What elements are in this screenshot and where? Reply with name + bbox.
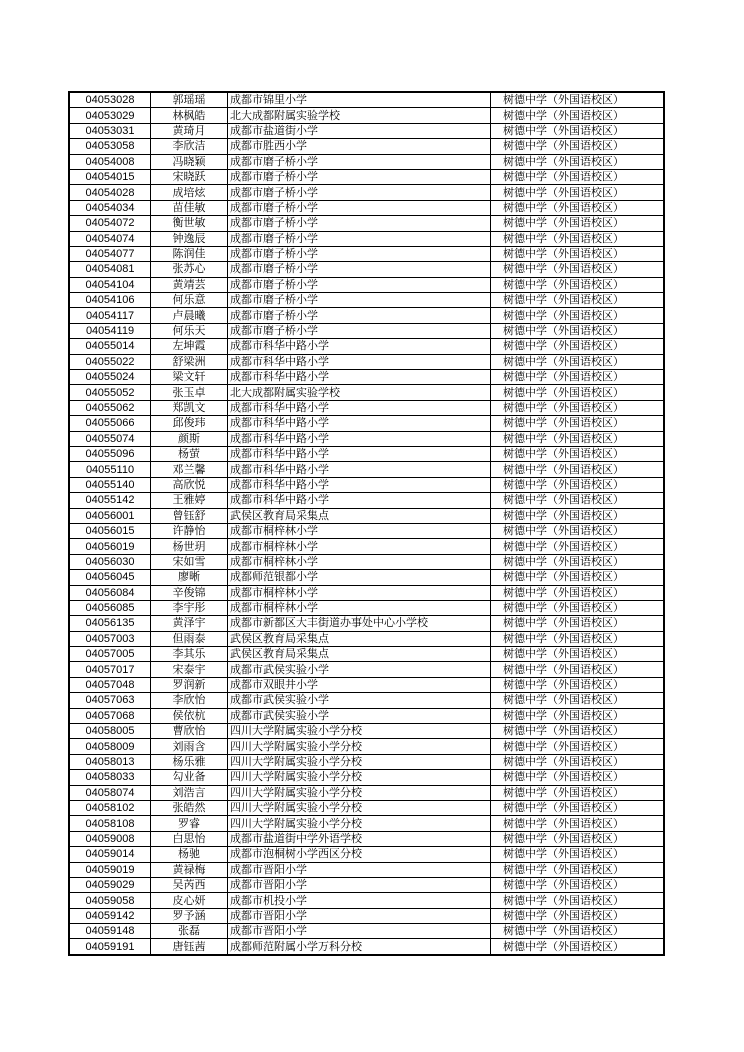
student-id-cell: 04057048 (69, 677, 151, 692)
table-row (69, 462, 664, 477)
admitted-school-cell: 树德中学（外国语校区） (491, 770, 665, 785)
primary-school-cell: 四川大学附属实验小学分校 (228, 754, 491, 769)
student-id-cell: 04054077 (69, 246, 151, 261)
primary-school-cell: 成都市磨子桥小学 (228, 154, 491, 169)
primary-school-cell: 成都市武侯实验小学 (228, 662, 491, 677)
student-id-cell: 04055024 (69, 370, 151, 385)
student-name-cell: 吴芮西 (151, 877, 228, 892)
table-row (69, 647, 664, 662)
student-name-cell: 邓兰馨 (151, 462, 228, 477)
student-id-cell: 04058074 (69, 785, 151, 800)
student-id-cell: 04056001 (69, 508, 151, 523)
table-row (69, 631, 664, 646)
student-name-cell: 曹欣怡 (151, 724, 228, 739)
primary-school-cell: 成都市新都区大丰街道办事处中心小学校 (228, 616, 491, 631)
student-id-cell: 04057068 (69, 708, 151, 723)
student-id-cell: 04056019 (69, 539, 151, 554)
primary-school-cell: 成都市武侯实验小学 (228, 708, 491, 723)
table-row (69, 262, 664, 277)
admitted-school-cell: 树德中学（外国语校区） (491, 600, 665, 615)
student-id-cell: 04057063 (69, 693, 151, 708)
table-row (69, 693, 664, 708)
primary-school-cell: 成都市磨子桥小学 (228, 262, 491, 277)
admitted-school-cell: 树德中学（外国语校区） (491, 493, 665, 508)
admitted-school-cell: 树德中学（外国语校区） (491, 570, 665, 585)
student-name-cell: 许静怡 (151, 523, 228, 538)
student-id-cell: 04057017 (69, 662, 151, 677)
admitted-school-cell: 树德中学（外国语校区） (491, 370, 665, 385)
student-id-cell: 04056135 (69, 616, 151, 631)
primary-school-cell: 成都市磨子桥小学 (228, 308, 491, 323)
admitted-school-cell: 树德中学（外国语校区） (491, 385, 665, 400)
table-row (69, 831, 664, 846)
student-id-cell: 04054072 (69, 216, 151, 231)
student-name-cell: 郑凯文 (151, 400, 228, 415)
admitted-school-cell: 树德中学（外国语校区） (491, 831, 665, 846)
admitted-school-cell: 树德中学（外国语校区） (491, 477, 665, 492)
primary-school-cell: 成都市机投小学 (228, 893, 491, 908)
primary-school-cell: 成都市科华中路小学 (228, 400, 491, 415)
table-row (69, 308, 664, 323)
student-name-cell: 林枫皓 (151, 108, 228, 123)
admission-table (68, 91, 665, 956)
student-id-cell: 04055062 (69, 400, 151, 415)
admitted-school-cell: 树德中学（外国语校区） (491, 631, 665, 646)
primary-school-cell: 成都市双眼井小学 (228, 677, 491, 692)
table-row (69, 539, 664, 554)
admitted-school-cell: 树德中学（外国语校区） (491, 616, 665, 631)
primary-school-cell: 武侯区教育局采集点 (228, 631, 491, 646)
table-row (69, 616, 664, 631)
student-name-cell: 张苏心 (151, 262, 228, 277)
student-name-cell: 黄泽宇 (151, 616, 228, 631)
table-row (69, 523, 664, 538)
admitted-school-cell: 树德中学（外国语校区） (491, 662, 665, 677)
table-row (69, 862, 664, 877)
student-name-cell: 梁文轩 (151, 370, 228, 385)
student-name-cell: 刘雨含 (151, 739, 228, 754)
primary-school-cell: 成都市晋阳小学 (228, 908, 491, 923)
student-id-cell: 04055074 (69, 431, 151, 446)
student-id-cell: 04056015 (69, 523, 151, 538)
student-id-cell: 04056045 (69, 570, 151, 585)
primary-school-cell: 武侯区教育局采集点 (228, 647, 491, 662)
primary-school-cell: 成都市磨子桥小学 (228, 323, 491, 338)
table-row (69, 385, 664, 400)
admitted-school-cell: 树德中学（外国语校区） (491, 185, 665, 200)
student-id-cell: 04055140 (69, 477, 151, 492)
table-row (69, 216, 664, 231)
student-name-cell: 杨世玥 (151, 539, 228, 554)
table-row (69, 724, 664, 739)
student-id-cell: 04055022 (69, 354, 151, 369)
student-id-cell: 04054117 (69, 308, 151, 323)
table-row (69, 92, 664, 108)
admitted-school-cell: 树德中学（外国语校区） (491, 293, 665, 308)
primary-school-cell: 成都市锦里小学 (228, 92, 491, 108)
table-row (69, 431, 664, 446)
table-row (69, 323, 664, 338)
student-name-cell: 罗润新 (151, 677, 228, 692)
admitted-school-cell: 树德中学（外国语校区） (491, 400, 665, 415)
primary-school-cell: 成都市磨子桥小学 (228, 246, 491, 261)
student-name-cell: 曾钰舒 (151, 508, 228, 523)
table-row (69, 600, 664, 615)
admitted-school-cell: 树德中学（外国语校区） (491, 785, 665, 800)
student-name-cell: 宋泰宇 (151, 662, 228, 677)
admitted-school-cell: 树德中学（外国语校区） (491, 523, 665, 538)
primary-school-cell: 成都市桐梓林小学 (228, 523, 491, 538)
table-row (69, 416, 664, 431)
admitted-school-cell: 树德中学（外国语校区） (491, 123, 665, 138)
admitted-school-cell: 树德中学（外国语校区） (491, 200, 665, 215)
primary-school-cell: 成都市晋阳小学 (228, 877, 491, 892)
primary-school-cell: 成都市晋阳小学 (228, 924, 491, 939)
table-row (69, 924, 664, 939)
admitted-school-cell: 树德中学（外国语校区） (491, 416, 665, 431)
student-name-cell: 宋如雪 (151, 554, 228, 569)
student-id-cell: 04059142 (69, 908, 151, 923)
primary-school-cell: 四川大学附属实验小学分校 (228, 816, 491, 831)
primary-school-cell: 成都市科华中路小学 (228, 339, 491, 354)
primary-school-cell: 四川大学附属实验小学分校 (228, 739, 491, 754)
student-id-cell: 04057003 (69, 631, 151, 646)
student-id-cell: 04056084 (69, 585, 151, 600)
admitted-school-cell: 树德中学（外国语校区） (491, 893, 665, 908)
student-name-cell: 卢晨曦 (151, 308, 228, 323)
table-row (69, 770, 664, 785)
primary-school-cell: 成都师范银都小学 (228, 570, 491, 585)
student-name-cell: 勾业备 (151, 770, 228, 785)
primary-school-cell: 成都市磨子桥小学 (228, 200, 491, 215)
primary-school-cell: 成都市磨子桥小学 (228, 277, 491, 292)
student-name-cell: 左坤霞 (151, 339, 228, 354)
admitted-school-cell: 树德中学（外国语校区） (491, 108, 665, 123)
student-name-cell: 张玉卓 (151, 385, 228, 400)
student-name-cell: 黄禄梅 (151, 862, 228, 877)
student-name-cell: 皮心妍 (151, 893, 228, 908)
table-row (69, 570, 664, 585)
admitted-school-cell: 树德中学（外国语校区） (491, 800, 665, 815)
table-row (69, 893, 664, 908)
primary-school-cell: 成都市科华中路小学 (228, 477, 491, 492)
admitted-school-cell: 树德中学（外国语校区） (491, 139, 665, 154)
student-id-cell: 04053029 (69, 108, 151, 123)
primary-school-cell: 成都市科华中路小学 (228, 354, 491, 369)
admitted-school-cell: 树德中学（外国语校区） (491, 708, 665, 723)
primary-school-cell: 成都市盐道街小学 (228, 123, 491, 138)
primary-school-cell: 成都市磨子桥小学 (228, 185, 491, 200)
student-id-cell: 04055052 (69, 385, 151, 400)
student-id-cell: 04059058 (69, 893, 151, 908)
table-row (69, 123, 664, 138)
student-id-cell: 04054104 (69, 277, 151, 292)
student-name-cell: 李其乐 (151, 647, 228, 662)
primary-school-cell: 成都市科华中路小学 (228, 370, 491, 385)
student-name-cell: 陈润佳 (151, 246, 228, 261)
student-id-cell: 04058005 (69, 724, 151, 739)
student-name-cell: 钟逸辰 (151, 231, 228, 246)
admitted-school-cell: 树德中学（外国语校区） (491, 754, 665, 769)
student-name-cell: 颜斯 (151, 431, 228, 446)
admitted-school-cell: 树德中学（外国语校区） (491, 647, 665, 662)
student-id-cell: 04059029 (69, 877, 151, 892)
primary-school-cell: 成都市胜西小学 (228, 139, 491, 154)
admitted-school-cell: 树德中学（外国语校区） (491, 539, 665, 554)
table-row (69, 493, 664, 508)
table-row (69, 908, 664, 923)
table-row (69, 662, 664, 677)
admitted-school-cell: 树德中学（外国语校区） (491, 154, 665, 169)
student-name-cell: 张磊 (151, 924, 228, 939)
student-name-cell: 黄琦月 (151, 123, 228, 138)
admission-table-body (69, 92, 664, 955)
admitted-school-cell: 树德中学（外国语校区） (491, 693, 665, 708)
student-name-cell: 高欣悦 (151, 477, 228, 492)
student-id-cell: 04058009 (69, 739, 151, 754)
table-row (69, 754, 664, 769)
table-row (69, 246, 664, 261)
student-name-cell: 何乐天 (151, 323, 228, 338)
table-row (69, 800, 664, 815)
student-name-cell: 张皓然 (151, 800, 228, 815)
student-id-cell: 04054081 (69, 262, 151, 277)
primary-school-cell: 成都师范附属小学万科分校 (228, 939, 491, 955)
student-id-cell: 04059008 (69, 831, 151, 846)
student-id-cell: 04054034 (69, 200, 151, 215)
student-name-cell: 杨乐雅 (151, 754, 228, 769)
admitted-school-cell: 树德中学（外国语校区） (491, 939, 665, 955)
admitted-school-cell: 树德中学（外国语校区） (491, 216, 665, 231)
admitted-school-cell: 树德中学（外国语校区） (491, 724, 665, 739)
primary-school-cell: 成都市桐梓林小学 (228, 554, 491, 569)
student-name-cell: 杨萤 (151, 446, 228, 461)
student-name-cell: 罗睿 (151, 816, 228, 831)
student-name-cell: 成培炫 (151, 185, 228, 200)
student-id-cell: 04059019 (69, 862, 151, 877)
admitted-school-cell: 树德中学（外国语校区） (491, 92, 665, 108)
admitted-school-cell: 树德中学（外国语校区） (491, 431, 665, 446)
student-name-cell: 辛俊锦 (151, 585, 228, 600)
student-name-cell: 杨驰 (151, 847, 228, 862)
primary-school-cell: 成都市桐梓林小学 (228, 600, 491, 615)
student-id-cell: 04055066 (69, 416, 151, 431)
primary-school-cell: 成都市科华中路小学 (228, 493, 491, 508)
table-row (69, 400, 664, 415)
student-name-cell: 李欣洁 (151, 139, 228, 154)
student-name-cell: 廖晰 (151, 570, 228, 585)
table-row (69, 939, 664, 955)
student-id-cell: 04054008 (69, 154, 151, 169)
student-id-cell: 04055096 (69, 446, 151, 461)
admitted-school-cell: 树德中学（外国语校区） (491, 908, 665, 923)
student-name-cell: 邱俊玮 (151, 416, 228, 431)
table-row (69, 277, 664, 292)
student-id-cell: 04055014 (69, 339, 151, 354)
admitted-school-cell: 树德中学（外国语校区） (491, 585, 665, 600)
student-name-cell: 刘浩言 (151, 785, 228, 800)
student-id-cell: 04054028 (69, 185, 151, 200)
student-id-cell: 04057005 (69, 647, 151, 662)
table-row (69, 139, 664, 154)
student-id-cell: 04055110 (69, 462, 151, 477)
primary-school-cell: 成都市武侯实验小学 (228, 693, 491, 708)
primary-school-cell: 成都市科华中路小学 (228, 446, 491, 461)
student-id-cell: 04054119 (69, 323, 151, 338)
table-row (69, 847, 664, 862)
student-name-cell: 舒梁洲 (151, 354, 228, 369)
admitted-school-cell: 树德中学（外国语校区） (491, 446, 665, 461)
primary-school-cell: 成都市磨子桥小学 (228, 216, 491, 231)
student-name-cell: 宋晓跃 (151, 169, 228, 184)
student-id-cell: 04058102 (69, 800, 151, 815)
admitted-school-cell: 树德中学（外国语校区） (491, 323, 665, 338)
student-id-cell: 04056030 (69, 554, 151, 569)
student-id-cell: 04055142 (69, 493, 151, 508)
student-id-cell: 04054015 (69, 169, 151, 184)
admitted-school-cell: 树德中学（外国语校区） (491, 739, 665, 754)
student-name-cell: 冯晓颖 (151, 154, 228, 169)
student-name-cell: 黄靖芸 (151, 277, 228, 292)
student-id-cell: 04058108 (69, 816, 151, 831)
student-name-cell: 罗予涵 (151, 908, 228, 923)
student-id-cell: 04054074 (69, 231, 151, 246)
primary-school-cell: 成都市晋阳小学 (228, 862, 491, 877)
admitted-school-cell: 树德中学（外国语校区） (491, 877, 665, 892)
table-row (69, 200, 664, 215)
admitted-school-cell: 树德中学（外国语校区） (491, 677, 665, 692)
table-row (69, 354, 664, 369)
table-row (69, 108, 664, 123)
admitted-school-cell: 树德中学（外国语校区） (491, 816, 665, 831)
table-row (69, 877, 664, 892)
primary-school-cell: 成都市泡桐树小学西区分校 (228, 847, 491, 862)
primary-school-cell: 武侯区教育局采集点 (228, 508, 491, 523)
student-name-cell: 李欣怡 (151, 693, 228, 708)
admitted-school-cell: 树德中学（外国语校区） (491, 862, 665, 877)
student-name-cell: 苗佳敏 (151, 200, 228, 215)
table-row (69, 739, 664, 754)
primary-school-cell: 成都市磨子桥小学 (228, 293, 491, 308)
table-row (69, 554, 664, 569)
admitted-school-cell: 树德中学（外国语校区） (491, 354, 665, 369)
student-id-cell: 04054106 (69, 293, 151, 308)
student-id-cell: 04053058 (69, 139, 151, 154)
student-id-cell: 04059014 (69, 847, 151, 862)
primary-school-cell: 成都市磨子桥小学 (228, 169, 491, 184)
primary-school-cell: 成都市科华中路小学 (228, 431, 491, 446)
student-name-cell: 郭瑶瑶 (151, 92, 228, 108)
admitted-school-cell: 树德中学（外国语校区） (491, 554, 665, 569)
student-id-cell: 04058013 (69, 754, 151, 769)
primary-school-cell: 成都市桐梓林小学 (228, 585, 491, 600)
table-row (69, 677, 664, 692)
table-row (69, 508, 664, 523)
primary-school-cell: 成都市科华中路小学 (228, 462, 491, 477)
table-row (69, 816, 664, 831)
table-row (69, 293, 664, 308)
admitted-school-cell: 树德中学（外国语校区） (491, 169, 665, 184)
primary-school-cell: 北大成都附属实验学校 (228, 108, 491, 123)
primary-school-cell: 成都市科华中路小学 (228, 416, 491, 431)
admitted-school-cell: 树德中学（外国语校区） (491, 508, 665, 523)
table-row (69, 708, 664, 723)
table-row (69, 477, 664, 492)
student-id-cell: 04058033 (69, 770, 151, 785)
student-name-cell: 但雨泰 (151, 631, 228, 646)
primary-school-cell: 北大成都附属实验学校 (228, 385, 491, 400)
table-row (69, 231, 664, 246)
student-id-cell: 04053031 (69, 123, 151, 138)
primary-school-cell: 成都市磨子桥小学 (228, 231, 491, 246)
admitted-school-cell: 树德中学（外国语校区） (491, 462, 665, 477)
table-row (69, 185, 664, 200)
admitted-school-cell: 树德中学（外国语校区） (491, 246, 665, 261)
admitted-school-cell: 树德中学（外国语校区） (491, 924, 665, 939)
admitted-school-cell: 树德中学（外国语校区） (491, 847, 665, 862)
primary-school-cell: 四川大学附属实验小学分校 (228, 724, 491, 739)
table-row (69, 339, 664, 354)
student-name-cell: 白思怡 (151, 831, 228, 846)
student-name-cell: 侯依杭 (151, 708, 228, 723)
admitted-school-cell: 树德中学（外国语校区） (491, 308, 665, 323)
student-id-cell: 04059148 (69, 924, 151, 939)
student-id-cell: 04059191 (69, 939, 151, 955)
student-name-cell: 衡世敏 (151, 216, 228, 231)
student-name-cell: 李宇彤 (151, 600, 228, 615)
primary-school-cell: 四川大学附属实验小学分校 (228, 785, 491, 800)
primary-school-cell: 四川大学附属实验小学分校 (228, 770, 491, 785)
table-row (69, 446, 664, 461)
admitted-school-cell: 树德中学（外国语校区） (491, 231, 665, 246)
admitted-school-cell: 树德中学（外国语校区） (491, 339, 665, 354)
table-row (69, 785, 664, 800)
table-row (69, 585, 664, 600)
admitted-school-cell: 树德中学（外国语校区） (491, 262, 665, 277)
table-row (69, 154, 664, 169)
student-name-cell: 唐钰茜 (151, 939, 228, 955)
student-name-cell: 王雅婷 (151, 493, 228, 508)
table-row (69, 169, 664, 184)
student-id-cell: 04053028 (69, 92, 151, 108)
student-id-cell: 04056085 (69, 600, 151, 615)
primary-school-cell: 成都市盐道街中学外语学校 (228, 831, 491, 846)
student-name-cell: 何乐意 (151, 293, 228, 308)
table-row (69, 370, 664, 385)
primary-school-cell: 成都市桐梓林小学 (228, 539, 491, 554)
admitted-school-cell: 树德中学（外国语校区） (491, 277, 665, 292)
primary-school-cell: 四川大学附属实验小学分校 (228, 800, 491, 815)
